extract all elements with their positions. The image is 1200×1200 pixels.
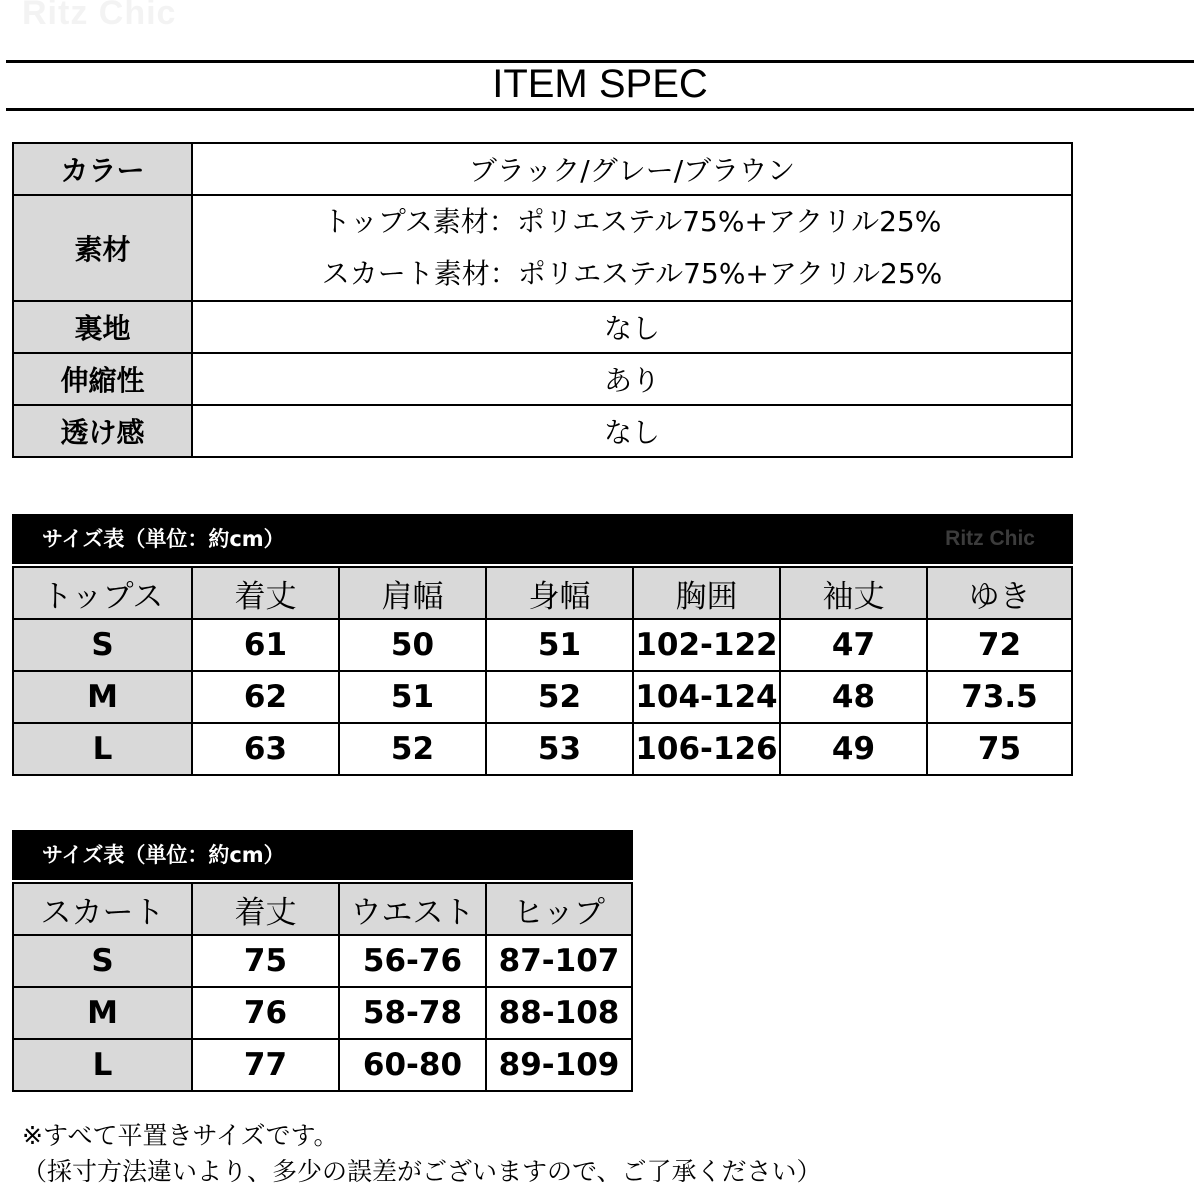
table-row xyxy=(13,723,1072,775)
skirt-size-table xyxy=(12,882,633,1092)
spec-row-sheerness xyxy=(13,405,1072,457)
spec-label: 透け感 xyxy=(13,405,192,457)
column-header: 着丈 xyxy=(192,883,339,935)
spec-value: あり xyxy=(192,353,1072,405)
table-cell: 88-108 xyxy=(486,987,632,1039)
size-label: M xyxy=(13,671,192,723)
spec-label: 裏地 xyxy=(13,301,192,353)
spec-label: 伸縮性 xyxy=(13,353,192,405)
table-cell: 104-124 xyxy=(633,671,780,723)
column-header: 肩幅 xyxy=(339,567,486,619)
spec-label: 素材 xyxy=(13,195,192,301)
page-title: ITEM SPEC xyxy=(492,62,708,106)
table-cell: 102-122 xyxy=(633,619,780,671)
spec-value: なし xyxy=(192,405,1072,457)
table-cell: 63 xyxy=(192,723,339,775)
size-label: L xyxy=(13,1039,192,1091)
size-label: S xyxy=(13,935,192,987)
table-cell: 49 xyxy=(780,723,927,775)
table-cell: 75 xyxy=(192,935,339,987)
column-header: ウエスト xyxy=(339,883,486,935)
tops-size-caption: サイズ表（単位：約cm） xyxy=(42,527,285,551)
table-cell: 72 xyxy=(927,619,1072,671)
tops-size-table xyxy=(12,566,1073,776)
table-cell: 51 xyxy=(339,671,486,723)
table-cell: 61 xyxy=(192,619,339,671)
table-cell: 50 xyxy=(339,619,486,671)
skirt-header-row xyxy=(13,883,632,935)
note-measurement-error: （採寸方法違いより、多少の誤差がございますので、ご了承ください） xyxy=(22,1157,822,1186)
table-cell: 106-126 xyxy=(633,723,780,775)
column-header: 着丈 xyxy=(192,567,339,619)
title-rule-bottom xyxy=(6,108,1194,111)
table-cell: 73.5 xyxy=(927,671,1072,723)
size-label: L xyxy=(13,723,192,775)
item-spec-table xyxy=(12,142,1073,458)
column-header: 胸囲 xyxy=(633,567,780,619)
spec-value: なし xyxy=(192,301,1072,353)
material-tops: トップス素材：ポリエステル75%+アクリル25% xyxy=(322,205,942,238)
column-header: 身幅 xyxy=(486,567,633,619)
skirt-size-caption: サイズ表（単位：約cm） xyxy=(42,843,285,867)
table-cell: 62 xyxy=(192,671,339,723)
table-row xyxy=(13,987,632,1039)
table-row xyxy=(13,935,632,987)
column-header: スカート xyxy=(13,883,192,935)
table-cell: 52 xyxy=(486,671,633,723)
spec-label: カラー xyxy=(13,143,192,195)
tops-size-caption-bar xyxy=(12,514,1073,564)
spec-row-lining xyxy=(13,301,1072,353)
column-header: ゆき xyxy=(927,567,1072,619)
tops-header-row xyxy=(13,567,1072,619)
table-row xyxy=(13,671,1072,723)
note-flat-measure: ※すべて平置きサイズです。 xyxy=(22,1121,339,1150)
table-cell: 75 xyxy=(927,723,1072,775)
table-cell: 51 xyxy=(486,619,633,671)
table-cell: 60-80 xyxy=(339,1039,486,1091)
table-cell: 56-76 xyxy=(339,935,486,987)
caption-watermark: Ritz Chic xyxy=(945,527,1035,550)
watermark-logo: Ritz Chic xyxy=(22,0,177,32)
table-cell: 53 xyxy=(486,723,633,775)
table-cell: 47 xyxy=(780,619,927,671)
size-label: S xyxy=(13,619,192,671)
table-cell: 58-78 xyxy=(339,987,486,1039)
table-cell: 87-107 xyxy=(486,935,632,987)
table-cell: 76 xyxy=(192,987,339,1039)
table-cell: 48 xyxy=(780,671,927,723)
size-label: M xyxy=(13,987,192,1039)
column-header: トップス xyxy=(13,567,192,619)
material-skirt: スカート素材：ポリエステル75%+アクリル25% xyxy=(321,257,943,290)
table-cell: 52 xyxy=(339,723,486,775)
table-row xyxy=(13,619,1072,671)
table-row xyxy=(13,1039,632,1091)
table-cell: 77 xyxy=(192,1039,339,1091)
column-header: 袖丈 xyxy=(780,567,927,619)
column-header: ヒップ xyxy=(486,883,632,935)
spec-row-material xyxy=(13,195,1072,301)
skirt-size-caption-bar xyxy=(12,830,633,880)
spec-row-color xyxy=(13,143,1072,195)
spec-value: ブラック/グレー/ブラウン xyxy=(192,143,1072,195)
spec-row-stretch xyxy=(13,353,1072,405)
table-cell: 89-109 xyxy=(486,1039,632,1091)
spec-value xyxy=(192,195,1072,301)
